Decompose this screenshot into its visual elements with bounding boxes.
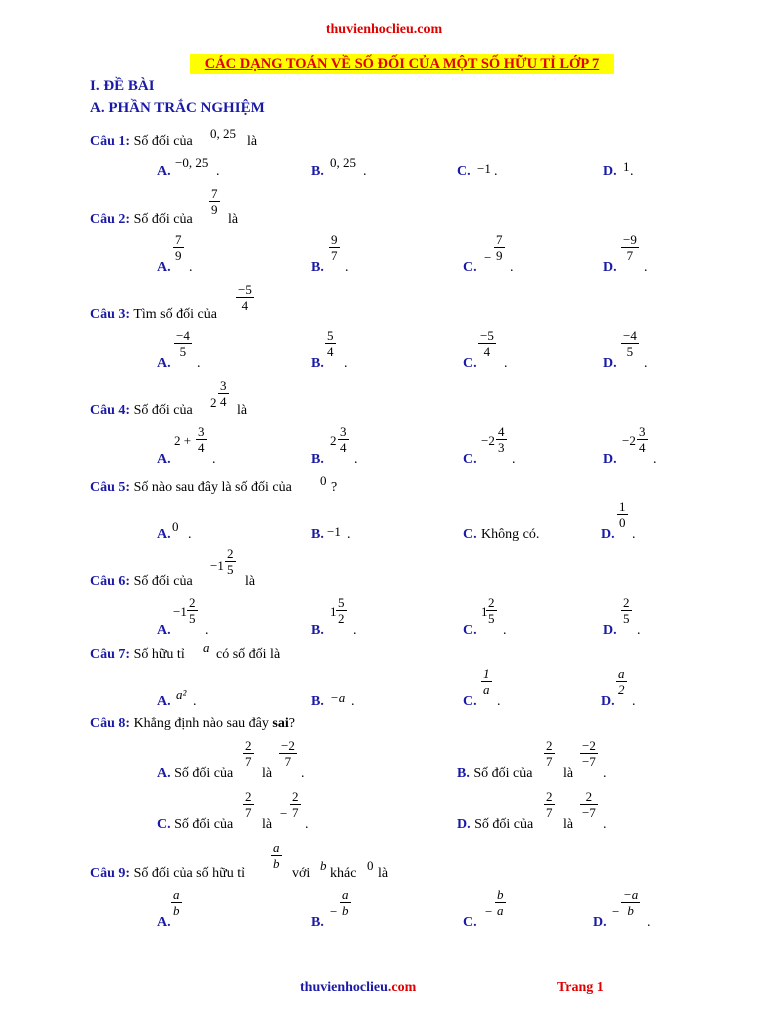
question-text: Số đối của — [133, 574, 193, 589]
q6-option-d[interactable]: $\frac{2}{5}$ — [623, 595, 630, 626]
option-text: Số đối của — [473, 766, 533, 781]
option-label-c[interactable]: C. — [463, 915, 477, 930]
dot: . — [503, 623, 507, 638]
dot: . — [205, 623, 209, 638]
q2-tail: là — [228, 212, 239, 227]
q6-whole: −1 — [210, 558, 224, 573]
q9-option-b[interactable]: $\frac{a}{b}$ — [342, 887, 349, 918]
option-label-d[interactable]: D. — [601, 527, 615, 542]
q4-option-b-prefix[interactable]: 2 — [330, 433, 337, 448]
minus-sign: − — [330, 904, 338, 919]
question-label: Câu 3: — [90, 307, 131, 322]
q4-option-c[interactable]: $\frac{4}{3}$ — [498, 424, 505, 455]
la-word: là — [563, 766, 574, 781]
dot: . — [305, 817, 309, 832]
question-text: Số hữu tỉ — [133, 647, 185, 662]
q8-a-frac-1: $\frac{2}{7}$ — [245, 738, 252, 769]
q5-tail: ? — [331, 480, 338, 495]
q8-option-d[interactable] — [457, 817, 533, 833]
q3-option-c[interactable]: $\frac{-5}{4}$ — [480, 328, 494, 359]
question-3 — [90, 307, 217, 323]
option-label-b[interactable]: B. — [311, 915, 324, 930]
q3-fraction: $\frac{-5}{4}$ — [238, 282, 252, 313]
dot: . — [644, 356, 648, 371]
q4-fraction: $\frac{3}{4}$ — [220, 378, 227, 409]
question-4 — [90, 403, 193, 419]
option-label-b[interactable]: B. — [311, 623, 324, 638]
q7-option-c[interactable]: $\frac{1}{a}$ — [483, 666, 490, 697]
emphasis-word: sai — [272, 716, 289, 731]
question-label: Câu 2: — [90, 212, 131, 227]
q6-option-b-prefix[interactable]: 1 — [330, 604, 337, 619]
q7-option-d[interactable]: $\frac{a}{2}$ — [618, 666, 625, 697]
question-text: Số đối của — [133, 212, 193, 227]
q4-option-d[interactable]: $\frac{3}{4}$ — [639, 424, 646, 455]
question-6 — [90, 574, 193, 590]
dot: . — [632, 694, 636, 709]
option-label-d[interactable]: D. — [603, 164, 617, 179]
option-label-a[interactable]: A. — [157, 527, 171, 542]
dot: . — [647, 915, 651, 930]
option-label-a[interactable]: A. — [157, 766, 171, 781]
q4-option-d-prefix[interactable]: −2 — [622, 433, 636, 448]
option-label-a[interactable]: A. — [157, 623, 171, 638]
option-label-a[interactable]: A. — [157, 356, 171, 371]
option-label-d[interactable]: D. — [593, 915, 607, 930]
q5-option-d[interactable]: $\frac{1}{0}$ — [619, 499, 626, 530]
dot: . — [494, 164, 498, 179]
la-word: là — [262, 766, 273, 781]
option-label-d[interactable]: D. — [603, 260, 617, 275]
option-label-b[interactable]: B. — [311, 527, 324, 542]
option-label-d[interactable]: D. — [457, 817, 471, 832]
option-text: Số đối của — [174, 817, 234, 832]
question-label: Câu 6: — [90, 574, 131, 589]
page-number: Trang 1 — [557, 980, 604, 995]
question-tail: ? — [288, 716, 295, 731]
page-title: CÁC DẠNG TOÁN VỀ SỐ ĐỐI CỦA MỘT SỐ HỮU TỈ LỚP 7 — [190, 54, 614, 74]
option-label-a[interactable]: A. — [157, 260, 171, 275]
q6-option-a[interactable]: $\frac{2}{5}$ — [189, 595, 196, 626]
q7-option-a[interactable]: a² — [176, 687, 187, 702]
dot: . — [363, 164, 367, 179]
option-label-c[interactable]: C. — [457, 164, 471, 179]
dot: . — [301, 766, 305, 781]
option-label-b[interactable]: B. — [311, 164, 324, 179]
q9-option-d[interactable]: $\frac{-a}{b}$ — [623, 887, 639, 918]
question-7 — [90, 647, 185, 663]
q6-option-c-prefix[interactable]: 1 — [481, 604, 488, 619]
minus-sign: − — [484, 250, 492, 265]
dot: . — [345, 260, 349, 275]
q8-option-c[interactable] — [157, 817, 233, 833]
option-text: Số đối của — [474, 817, 534, 832]
dot: . — [630, 164, 634, 179]
option-label-d[interactable]: D. — [603, 356, 617, 371]
q5-option-a[interactable]: 0 — [172, 519, 179, 534]
dot: . — [632, 527, 636, 542]
question-5 — [90, 480, 292, 496]
dot: . — [212, 452, 216, 467]
option-label-a[interactable]: A. — [157, 452, 171, 467]
q9-fraction: $\frac{a}{b}$ — [273, 840, 280, 871]
q2-option-a[interactable]: $\frac{7}{9}$ — [175, 232, 182, 263]
option-label-a[interactable]: A. — [157, 164, 171, 179]
footer-site-tld: .com — [387, 980, 417, 995]
q6-option-a-prefix[interactable]: −1 — [173, 604, 187, 619]
option-label-a[interactable]: A. — [157, 915, 171, 930]
q7-option-b[interactable]: −a — [330, 690, 346, 705]
q4-option-a[interactable]: $\frac{3}{4}$ — [198, 424, 205, 455]
q1-tail: là — [247, 134, 258, 149]
question-9 — [90, 866, 245, 882]
question-label: Câu 9: — [90, 866, 131, 881]
q9-option-a[interactable]: $\frac{a}{b}$ — [173, 887, 180, 918]
option-label-d[interactable]: D. — [601, 694, 615, 709]
q8-b-frac-1: $\frac{2}{7}$ — [546, 738, 553, 769]
dot: . — [653, 452, 657, 467]
option-label-d[interactable]: D. — [603, 623, 617, 638]
q1-option-a[interactable]: −0, 25 — [175, 155, 209, 170]
question-label: Câu 5: — [90, 480, 131, 495]
q8-d-frac-2: $\frac{2}{-7}$ — [582, 789, 596, 820]
question-2 — [90, 212, 193, 228]
q9-b-var: b — [320, 858, 327, 873]
question-text: Số đối của — [133, 403, 193, 418]
q9-zero: 0 — [367, 858, 374, 873]
option-label-b[interactable]: B. — [311, 694, 324, 709]
option-label-c[interactable]: C. — [463, 260, 477, 275]
dot: . — [637, 623, 641, 638]
q3-option-b[interactable]: $\frac{5}{4}$ — [327, 328, 334, 359]
option-label-b[interactable]: B. — [311, 356, 324, 371]
q2-option-c[interactable]: $\frac{7}{9}$ — [496, 232, 503, 263]
q4-tail: là — [237, 403, 248, 418]
minus-sign: − — [485, 904, 493, 919]
minus-sign: − — [280, 806, 288, 821]
q7-tail: có số đối là — [216, 647, 281, 662]
q4-option-a-prefix[interactable]: 2 + — [174, 433, 192, 448]
q8-c-frac-2: $\frac{2}{7}$ — [292, 789, 299, 820]
question-label: Câu 7: — [90, 647, 131, 662]
option-label-b[interactable]: B. — [311, 452, 324, 467]
footer-site-name: thuvienhoclieu — [300, 980, 388, 995]
dot: . — [188, 527, 192, 542]
q6-tail: là — [245, 574, 256, 589]
q8-d-frac-1: $\frac{2}{7}$ — [546, 789, 553, 820]
dot: . — [193, 694, 197, 709]
option-label-b[interactable]: B. — [311, 260, 324, 275]
q9-with: với — [292, 866, 311, 881]
q1-option-d[interactable]: 1 — [623, 159, 630, 174]
question-label: Câu 4: — [90, 403, 131, 418]
dot: . — [347, 527, 351, 542]
la-word: là — [262, 817, 273, 832]
option-label-c[interactable]: C. — [463, 694, 477, 709]
q8-option-b[interactable] — [457, 766, 532, 782]
option-label-c[interactable]: C. — [463, 623, 477, 638]
q8-a-frac-2: $\frac{-2}{7}$ — [281, 738, 295, 769]
q1-option-c[interactable]: −1 — [477, 161, 491, 176]
q9-tail: là — [378, 866, 389, 881]
option-label-a[interactable]: A. — [157, 694, 171, 709]
q5-option-c[interactable]: Không có. — [481, 527, 540, 542]
question-text: Tìm số đối của — [133, 307, 217, 322]
q4-option-b[interactable]: $\frac{3}{4}$ — [340, 424, 347, 455]
dot: . — [351, 694, 355, 709]
q4-whole: 2 — [210, 395, 217, 410]
option-label-c[interactable]: C. — [463, 356, 477, 371]
footer-site-link[interactable] — [300, 980, 416, 996]
la-word: là — [563, 817, 574, 832]
dot: . — [644, 260, 648, 275]
q6-option-b[interactable]: $\frac{5}{2}$ — [338, 595, 345, 626]
minus-sign: − — [612, 904, 620, 919]
q3-option-d[interactable]: $\frac{-4}{5}$ — [623, 328, 637, 359]
q9-khac: khác — [330, 866, 357, 881]
question-label: Câu 8: — [90, 716, 131, 731]
question-label: Câu 1: — [90, 134, 131, 149]
q9-option-c[interactable]: $\frac{b}{a}$ — [497, 887, 504, 918]
option-label-c[interactable]: C. — [463, 527, 477, 542]
question-text: Số đối của — [133, 134, 193, 149]
site-header[interactable]: thuvienhoclieu.com — [325, 22, 443, 37]
dot: . — [216, 164, 220, 179]
dot: . — [344, 356, 348, 371]
question-1 — [90, 134, 193, 150]
question-8 — [90, 716, 295, 732]
dot: . — [603, 817, 607, 832]
q3-option-a[interactable]: $\frac{-4}{5}$ — [176, 328, 190, 359]
q2-option-b[interactable]: $\frac{9}{7}$ — [331, 232, 338, 263]
q4-option-c-prefix[interactable]: −2 — [481, 433, 495, 448]
q5-option-b[interactable]: −1 — [327, 524, 341, 539]
q6-fraction: $\frac{2}{5}$ — [227, 546, 234, 577]
question-text: Khẳng định nào sau đây — [133, 716, 269, 731]
q6-option-c[interactable]: $\frac{2}{5}$ — [488, 595, 495, 626]
q8-c-frac-1: $\frac{2}{7}$ — [245, 789, 252, 820]
q1-value: 0, 25 — [210, 126, 236, 141]
dot: . — [510, 260, 514, 275]
dot: . — [512, 452, 516, 467]
dot: . — [353, 623, 357, 638]
q7-variable: a — [203, 640, 210, 655]
dot: . — [603, 766, 607, 781]
q1-option-b[interactable]: 0, 25 — [330, 155, 356, 170]
option-label-b[interactable]: B. — [457, 766, 470, 781]
q8-b-frac-2: $\frac{-2}{-7}$ — [582, 738, 596, 769]
option-label-d[interactable]: D. — [603, 452, 617, 467]
q5-value: 0 — [320, 473, 327, 488]
dot: . — [197, 356, 201, 371]
option-label-c[interactable]: C. — [157, 817, 171, 832]
option-label-c[interactable]: C. — [463, 452, 477, 467]
section-heading-2: A. PHẦN TRẮC NGHIỆM — [90, 100, 265, 116]
option-text: Số đối của — [174, 766, 234, 781]
q2-option-d[interactable]: $\frac{-9}{7}$ — [623, 232, 637, 263]
question-text: Số đối của số hữu tỉ — [133, 866, 245, 881]
section-heading-1: I. ĐỀ BÀI — [90, 78, 155, 94]
dot: . — [354, 452, 358, 467]
question-text: Số nào sau đây là số đối của — [133, 480, 292, 495]
dot: . — [189, 260, 193, 275]
dot: . — [504, 356, 508, 371]
dot: . — [497, 694, 501, 709]
q2-fraction: $\frac{7}{9}$ — [211, 186, 218, 217]
q8-option-a[interactable] — [157, 766, 233, 782]
